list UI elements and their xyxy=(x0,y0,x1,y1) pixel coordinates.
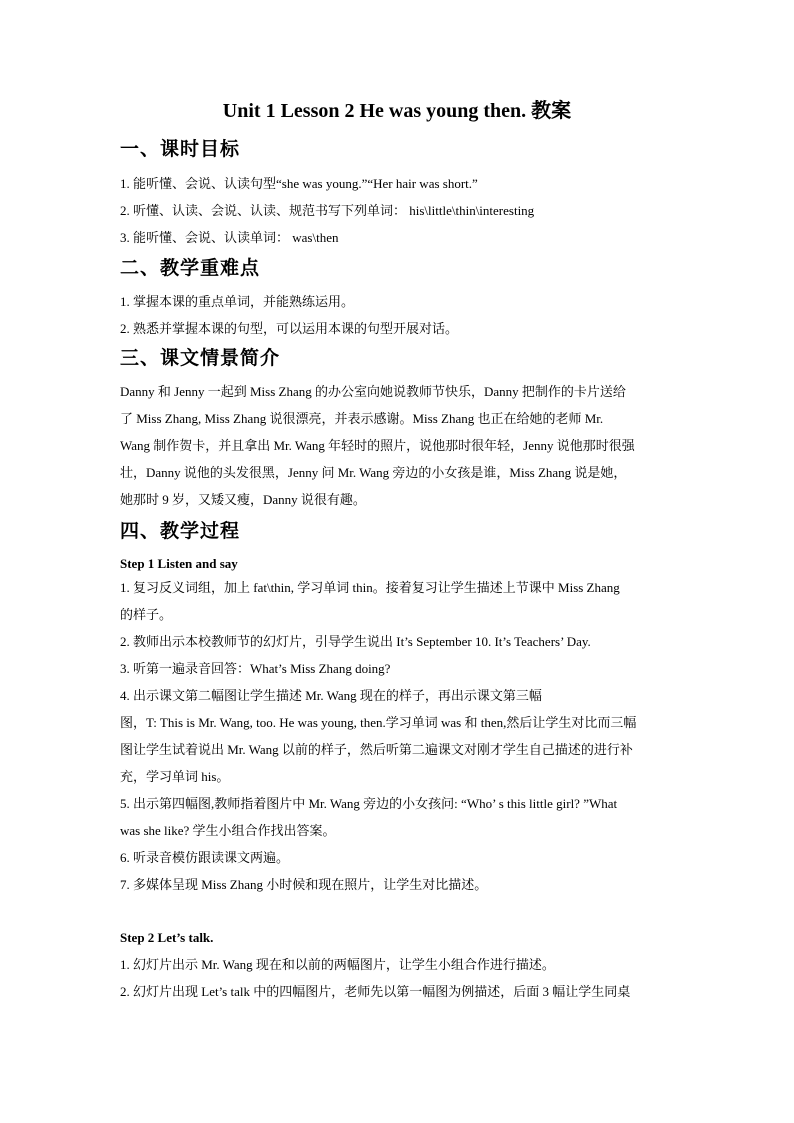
step1-line: 的样子。 xyxy=(120,607,173,622)
intro-line: Danny 和 Jenny 一起到 Miss Zhang 的办公室向她说教师节快乐，Danny 把制作的卡片送给 xyxy=(120,384,626,399)
intro-line: 她那时 9 岁，又矮又瘦，Danny 说很有趣。 xyxy=(120,492,366,507)
intro-line: 了 Miss Zhang, Miss Zhang 说很漂亮，并表示感谢。Miss Zhang 也正在给她的老师 Mr. xyxy=(120,411,604,426)
intro-line: Wang 制作贺卡，并且拿出 Mr. Wang 年轻时的照片，说他那时很年轻，Jenny 说他那时很强 xyxy=(120,438,635,453)
goal-item-1: 1. 能听懂、会说、认读句型“she was young.”“Her hair was short.” xyxy=(120,176,478,191)
step1-line: 5. 出示第四幅图,教师指着图片中 Mr. Wang 旁边的小女孩问: “Who’ s this little girl? ”What xyxy=(120,796,618,811)
step1-line: 图，T: This is Mr. Wang, too. He was young, then.学习单词 was 和 then,然后让学生对比而三幅 xyxy=(120,715,637,730)
intro-paragraph xyxy=(120,378,674,513)
goal-item-2: 2. 听懂、认读、会说、认读、规范书写下列单词： his\little\thin\interesting xyxy=(120,203,535,218)
step2-line: 1. 幻灯片出示 Mr. Wang 现在和以前的两幅图片，让学生小组合作进行描述。 xyxy=(120,957,555,972)
document-title: Unit 1 Lesson 2 He was young then. 教案 xyxy=(222,100,572,122)
step1-content xyxy=(120,574,674,898)
section-heading-intro: 三、课文情景简介 xyxy=(120,348,281,369)
step2-title: Step 2 Let’s talk. xyxy=(120,930,214,945)
intro-line: 壮，Danny 说他的头发很黑，Jenny 问 Mr. Wang 旁边的小女孩是谁，Miss Zhang 说是她， xyxy=(120,465,627,480)
step2-line: 2. 幻灯片出现 Let’s talk 中的四幅图片，老师先以第一幅图为例描述，后面 3 幅让学生同桌 xyxy=(120,984,631,999)
step1-line: 7. 多媒体呈现 Miss Zhang 小时候和现在照片，让学生对比描述。 xyxy=(120,877,488,892)
step2-content xyxy=(120,951,674,1005)
step1-line: 充，学习单词 his。 xyxy=(120,769,230,784)
section-heading-keypoints: 二、教学重难点 xyxy=(120,258,261,279)
step1-line: 1. 复习反义词组，加上 fat\thin, 学习单词 thin。接着复习让学生描述上节课中 Miss Zhang xyxy=(120,580,620,595)
step1-line: 6. 听录音模仿跟读课文两遍。 xyxy=(120,850,290,865)
goal-item-3: 3. 能听懂、会说、认读单词： was\then xyxy=(120,230,339,245)
step1-line: was she like? 学生小组合作找出答案。 xyxy=(120,823,336,838)
keypoint-item-1: 1. 掌握本课的重点单词，并能熟练运用。 xyxy=(120,294,355,309)
section-heading-process: 四、教学过程 xyxy=(120,521,241,542)
step1-title: Step 1 Listen and say xyxy=(120,556,238,571)
step1-line: 图让学生试着说出 Mr. Wang 以前的样子，然后听第二遍课文对刚才学生自己描述的进行补 xyxy=(120,742,633,757)
keypoint-item-2: 2. 熟悉并掌握本课的句型，可以运用本课的句型开展对话。 xyxy=(120,321,459,336)
step1-line: 4. 出示课文第二幅图让学生描述 Mr. Wang 现在的样子，再出示课文第三幅 xyxy=(120,688,542,703)
step1-line: 2. 教师出示本校教师节的幻灯片，引导学生说出 It’s September 10. It’s Teachers’ Day. xyxy=(120,634,591,649)
step1-line: 3. 听第一遍录音回答：What’s Miss Zhang doing? xyxy=(120,661,391,676)
section-heading-goals: 一、课时目标 xyxy=(120,139,241,160)
